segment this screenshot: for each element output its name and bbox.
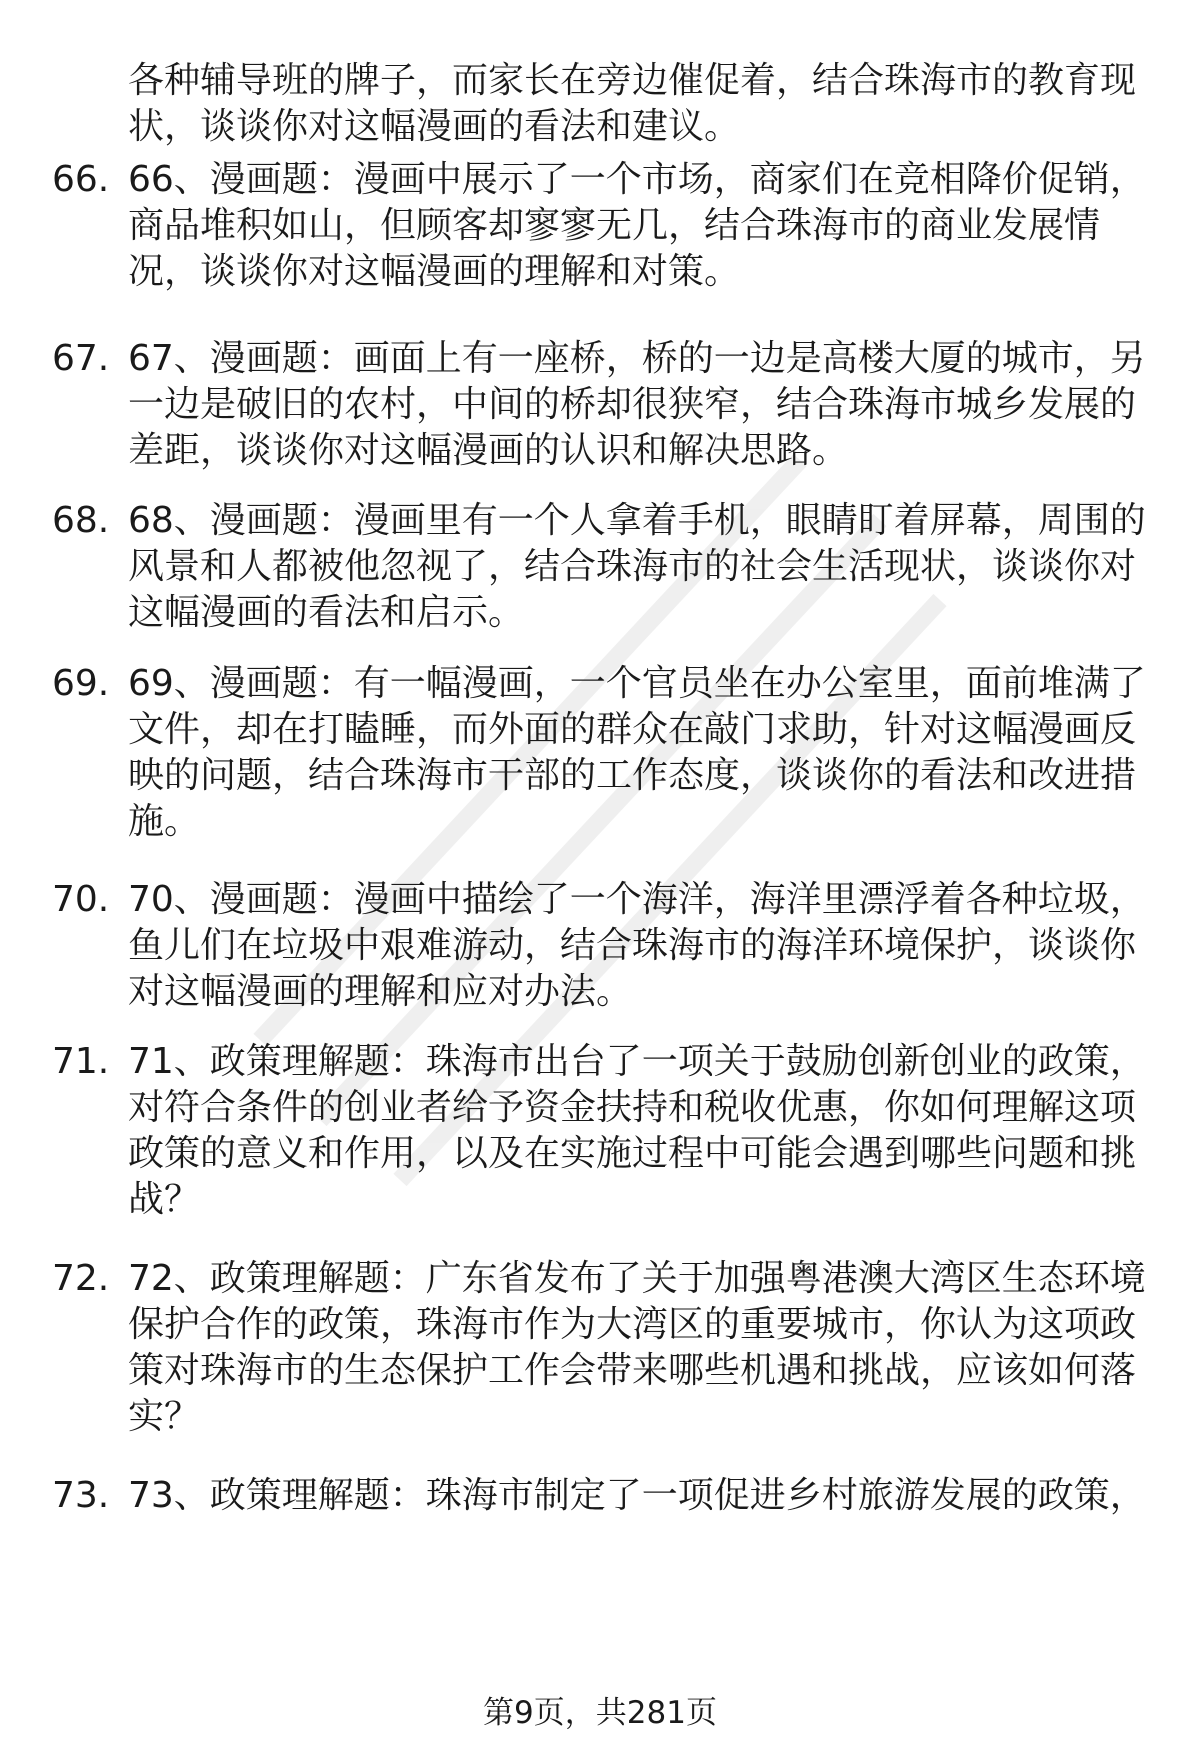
question-text: 68、漫画题：漫画里有一个人拿着手机，眼睛盯着屏幕，周围的风景和人都被他忽视了，结合珠海市的社会生活现状，谈谈你对这幅漫画的看法和启示。	[128, 500, 1146, 633]
continued-question-text: 各种辅导班的牌子，而家长在旁边催促着，结合珠海市的教育现状，谈谈你对这幅漫画的看法和建议。	[128, 60, 1137, 147]
question-number: 69.	[52, 663, 110, 704]
question-number: 71.	[52, 1041, 110, 1082]
question-text: 73、政策理解题：珠海市制定了一项促进乡村旅游发展的政策，	[128, 1475, 1146, 1516]
question-text: 69、漫画题：有一幅漫画，一个官员坐在办公室里，面前堆满了文件，却在打瞌睡，而外面的群众在敲门求助，针对这幅漫画反映的问题，结合珠海市干部的工作态度，谈谈你的看法和改进措施。	[128, 663, 1146, 842]
question-number: 66.	[52, 159, 110, 200]
question-number: 70.	[52, 879, 110, 920]
question-number: 73.	[52, 1475, 110, 1516]
page-footer: 第9页，共281页	[483, 1695, 717, 1731]
question-text: 71、政策理解题：珠海市出台了一项关于鼓励创新创业的政策，对符合条件的创业者给予资金扶持和税收优惠，你如何理解这项政策的意义和作用，以及在实施过程中可能会遇到哪些问题和挑战？	[128, 1041, 1146, 1220]
question-text: 70、漫画题：漫画中描绘了一个海洋，海洋里漂浮着各种垃圾，鱼儿们在垃圾中艰难游动，结合珠海市的海洋环境保护，谈谈你对这幅漫画的理解和应对办法。	[128, 879, 1146, 1012]
question-text: 66、漫画题：漫画中展示了一个市场，商家们在竞相降价促销，商品堆积如山，但顾客却寥寥无几，结合珠海市的商业发展情况，谈谈你对这幅漫画的理解和对策。	[128, 159, 1146, 292]
question-text: 67、漫画题：画面上有一座桥，桥的一边是高楼大厦的城市，另一边是破旧的农村，中间的桥却很狭窄，结合珠海市城乡发展的差距，谈谈你对这幅漫画的认识和解决思路。	[128, 338, 1146, 471]
question-number: 72.	[52, 1258, 110, 1299]
question-number: 67.	[52, 338, 110, 379]
question-text: 72、政策理解题：广东省发布了关于加强粤港澳大湾区生态环境保护合作的政策，珠海市作为大湾区的重要城市，你认为这项政策对珠海市的生态保护工作会带来哪些机遇和挑战，应该如何落实？	[128, 1258, 1146, 1437]
question-number: 68.	[52, 500, 110, 541]
